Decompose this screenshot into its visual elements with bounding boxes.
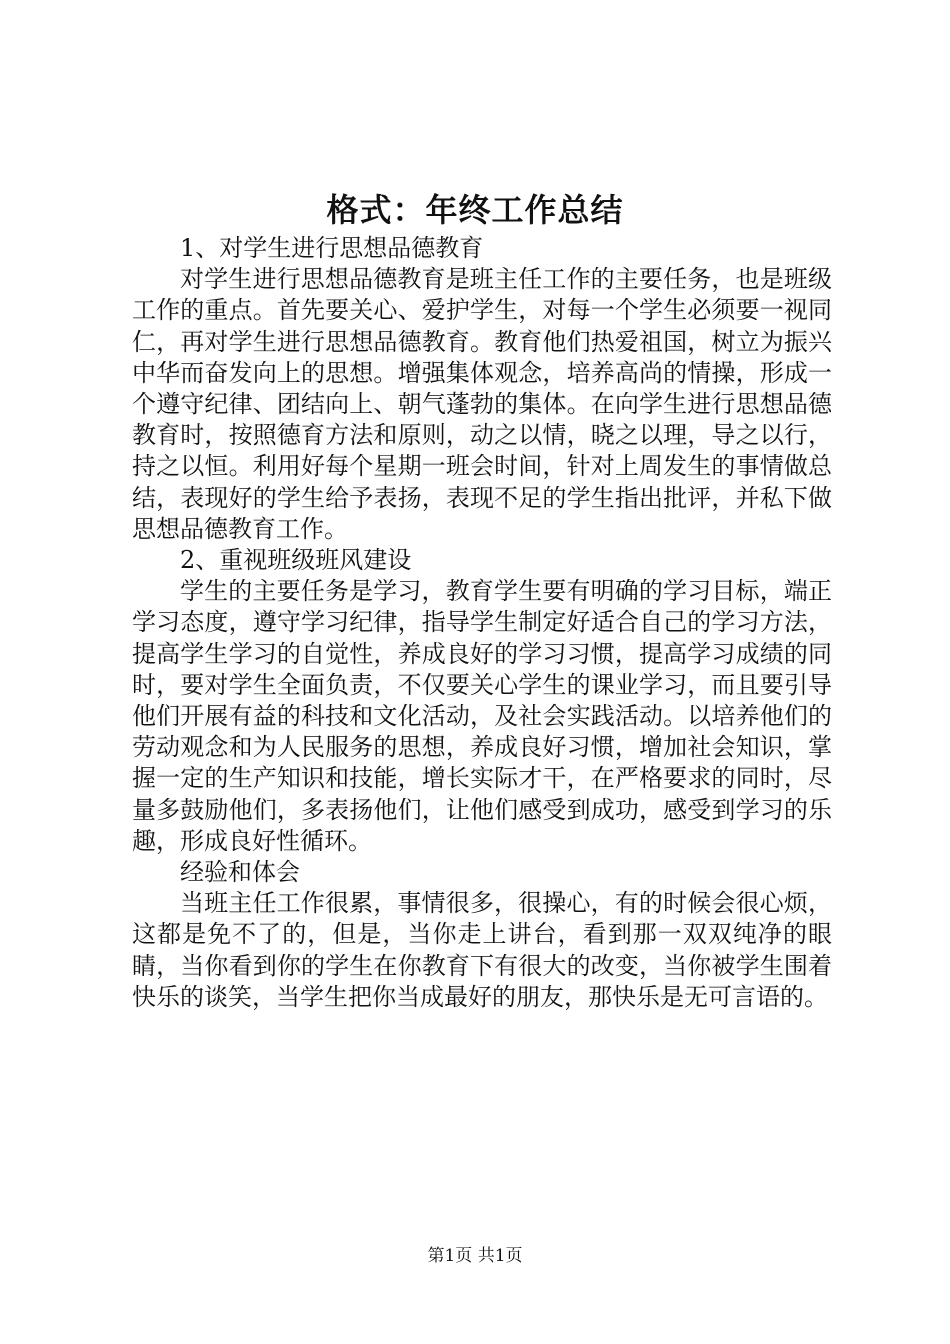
section-paragraph-1: 对学生进行思想品德教育是班主任工作的主要任务，也是班级工作的重点。首先要关心、爱护学生，对每一个学生必须要一视同仁，再对学生进行思想品德教育。教育他们热爱祖国，树立为振兴中华而奋发向上的思想。增强集体观念，培养高尚的情操，形成一个遵守纪律、团结向上、朝气蓬勃的集体。在向学生进行思想品德教育时，按照德育方法和原则，动之以情，晓之以理，导之以行，持之以恒。利用好每个星期一班会时间，针对上周发生的事情做总结，表现好的学生给予表扬，表现不足的学生指出批评，并私下做思想品德教育工作。 — [132, 265, 832, 543]
section-heading-1: 1、对学生进行思想品德教育 — [180, 234, 484, 262]
page-footer: 第1页 共1页 — [427, 1246, 523, 1266]
document-title: 格式：年终工作总结 — [326, 191, 624, 229]
document-body — [132, 233, 832, 1013]
section-paragraph-3: 当班主任工作很累，事情很多，很操心，有的时候会很心烦，这都是免不了的，但是，当你走上讲台，看到那一双双纯净的眼睛，当你看到你的学生在你教育下有很大的改变，当你被学生围着快乐的谈笑，当学生把你当成最好的朋友，那快乐是无可言语的。 — [132, 889, 832, 1011]
section-heading-2: 2、重视班级班风建设 — [180, 546, 412, 575]
section-paragraph-2: 学生的主要任务是学习，教育学生要有明确的学习目标，端正学习态度，遵守学习纪律，指导学生制定好适合自己的学习方法，提高学生学习的自觉性，养成良好的学习习惯，提高学习成绩的同时，要对学生全面负责，不仅要关心学生的课业学习，而且要引导他们开展有益的科技和文化活动，及社会实践活动。以培养他们的劳动观念和为人民服务的思想，养成良好习惯，增加社会知识，掌握一定的生产知识和技能，增长实际才干，在严格要求的同时，尽量多鼓励他们，多表扬他们，让他们感受到成功，感受到学习的乐趣，形成良好性循环。 — [132, 577, 832, 855]
section-heading-3: 经验和体会 — [180, 858, 300, 887]
